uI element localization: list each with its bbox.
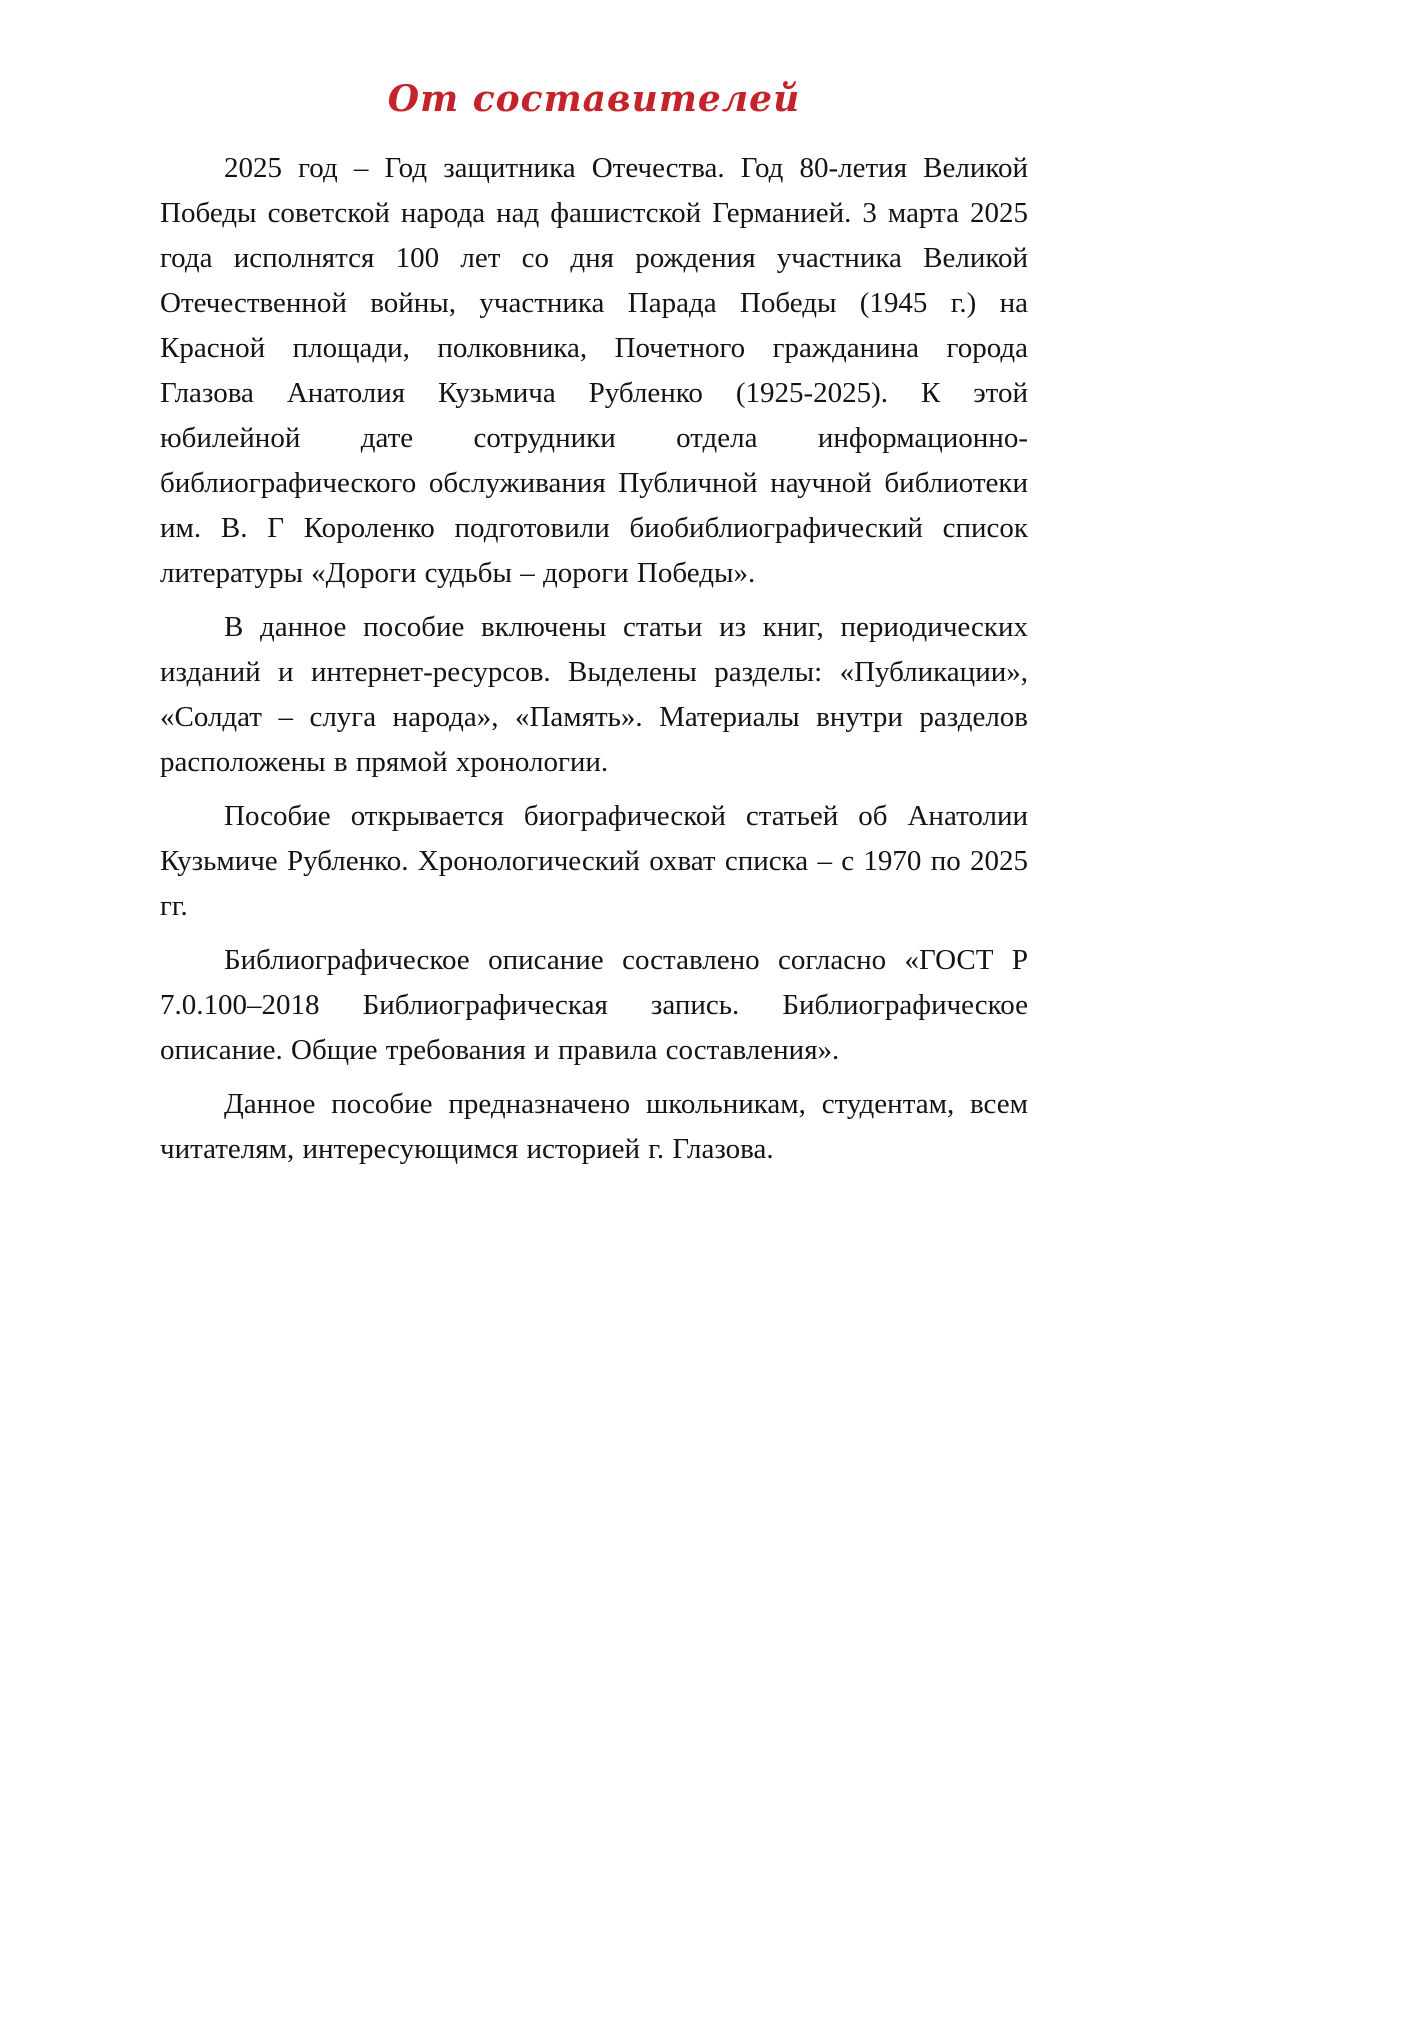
paragraph-biography: Пособие открывается биографической статьей об Анатолии Кузьмиче Рубленко. Хронологический охват списка – с 1970 по 2025 гг. <box>160 800 1028 922</box>
paragraph-gost: Библиографическое описание составлено согласно «ГОСТ Р 7.0.100–2018 Библиографическая запись. Библиографическое описание. Общие требования и правила составления». <box>160 944 1028 1066</box>
paragraph-audience: Данное пособие предназначено школьникам, студентам, всем читателям, интересующимся историей г. Глазова. <box>160 1088 1028 1165</box>
paragraph-contents: В данное пособие включены статьи из книг, периодических изданий и интернет-ресурсов. Выделены разделы: «Публикации», «Солдат – слуга народа», «Память». Материалы внутри разделов расположены в прямой хронологии. <box>160 611 1028 778</box>
page-title: От составителей <box>387 78 801 120</box>
paragraph-intro: 2025 год – Год защитника Отечества. Год 80-летия Великой Победы советской народа над фашистской Германией. 3 марта 2025 года исполнятся 100 лет со дня рождения участника Великой Отечественной войны, участника Парада Победы (1945 г.) на Красной площади, полковника, Почетного гражданина города Глазова Анатолия Кузьмича Рубленко (1925-2025). К этой юбилейной дате сотрудники отдела информационно-библиографического обслуживания Публичной научной библиотеки им. В. Г Короленко подготовили биобиблиографический список литературы «Дороги судьбы – дороги Победы». <box>160 152 1028 589</box>
